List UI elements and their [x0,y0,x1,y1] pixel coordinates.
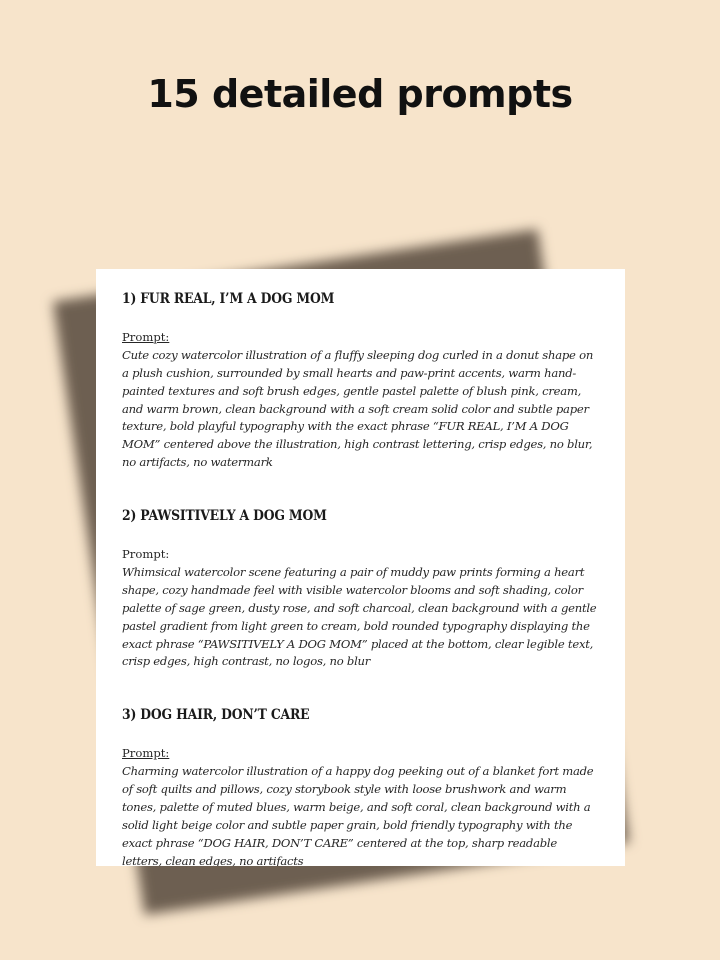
prompt-text: Whimsical watercolor scene featuring a pair of muddy paw prints forming a heart shape, cozy handmade feel with visible watercolor blooms and soft shading, color palette of sage green, dusty rose, and soft charcoal, clean background with a gentle pastel gradient from light green to cream, bold rounded typography displaying the exact phrase “PAWSITIVELY A DOG MOM” placed at the bottom, clear legible text, crisp edges, high contrast, no logos, no blur [122,564,597,669]
prompt-label: Prompt: [122,746,170,761]
prompt-section [122,291,598,472]
section-title: 2) PAWSITIVELY A DOG MOM [122,508,327,525]
prompt-section [122,707,598,866]
document-page [96,269,625,866]
prompt-text: Charming watercolor illustration of a happy dog peeking out of a blanket fort made of soft quilts and pillows, cozy storybook style with loose brushwork and warm tones, palette of muted blues, warm beige, and soft coral, clean background with a solid light beige color and subtle paper grain, bold friendly typography with the exact phrase “DOG HAIR, DON’T CARE” centered at the top, sharp readable letters, clean edges, no artifacts [122,764,594,866]
page-headline: 15 detailed prompts [147,72,573,116]
prompt-label: Prompt: [122,330,170,344]
prompt-section [122,508,598,671]
section-title: 1) FUR REAL, I’M A DOG MOM [122,291,335,307]
prompt-label: Prompt: [122,547,170,562]
section-title: 3) DOG HAIR, DON’T CARE [122,707,310,724]
prompt-text: Cute cozy watercolor illustration of a fluffy sleeping dog curled in a donut shape on a plush cushion, surrounded by small hearts and paw-print accents, warm hand-painted textures and soft brush edges, gentle pastel palette of blush pink, cream, and warm brown, clean background with a soft cream solid color and subtle paper texture, bold playful typography with the exact phrase “FUR REAL, I’M A DOG MOM” centered above the illustration, high contrast lettering, crisp edges, no blur, no artifacts, no watermark [122,347,594,470]
